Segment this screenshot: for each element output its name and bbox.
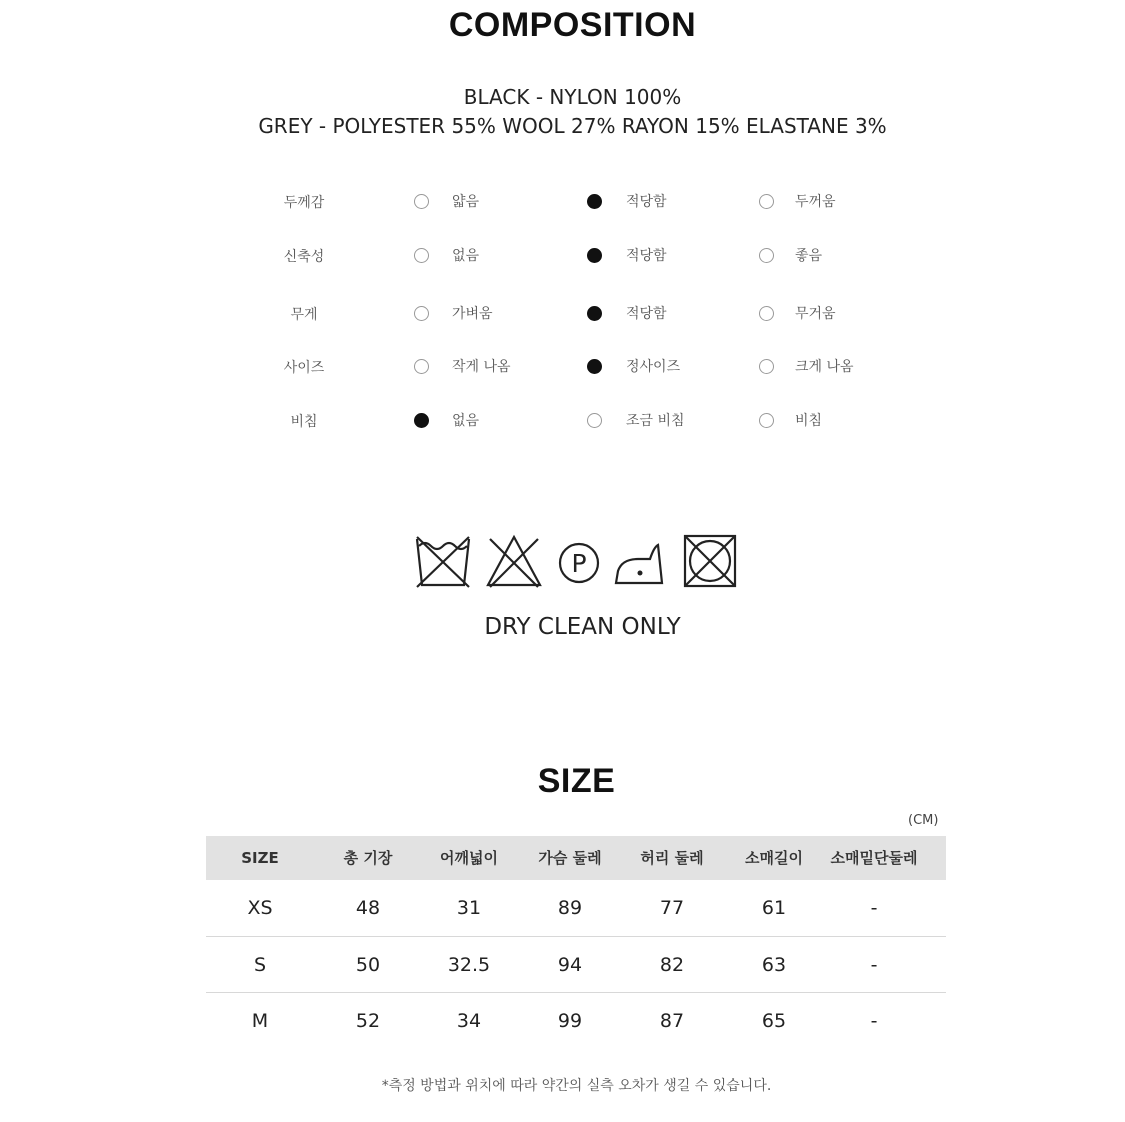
selected-radio-icon [414,413,429,428]
option-label: 얇음 [452,194,480,210]
attribute-row [0,191,1125,215]
dry-clean-p-icon [560,544,598,582]
table-cell: 87 [659,1010,685,1032]
attribute-label: 비침 [290,414,318,430]
column-header: 총 기장 [343,849,393,867]
radio-icon [414,248,429,263]
attribute-row [0,410,1125,434]
option-label: 없음 [452,248,480,264]
column-header: 소매밑단둘레 [830,849,918,867]
table-header-row [206,836,946,880]
radio-icon [414,306,429,321]
do-not-wash-icon [417,537,469,587]
table-cell: 61 [761,897,787,919]
table-cell: 99 [557,1010,583,1032]
composition-title: COMPOSITION [448,6,697,44]
option-label: 적당함 [626,194,667,210]
unit-label: (CM) [908,813,939,828]
low-iron-icon [616,545,662,583]
care-icons [414,533,744,591]
attribute-row [0,245,1125,269]
column-header: SIZE [241,849,279,867]
attribute-label: 두께감 [283,195,325,211]
table-cell: 48 [355,897,381,919]
column-header: 가슴 둘레 [538,849,602,867]
radio-icon [759,306,774,321]
column-header: 소매길이 [745,849,803,867]
svg-text:P: P [571,549,587,578]
option-label: 정사이즈 [626,359,681,375]
radio-icon [759,359,774,374]
table-cell: 34 [456,1010,482,1032]
option-label: 적당함 [626,306,667,322]
table-cell: S [253,954,267,976]
radio-icon [414,194,429,209]
option-label: 무거움 [795,306,836,322]
radio-icon [759,413,774,428]
table-cell: XS [247,897,273,919]
table-cell: 82 [659,954,685,976]
attribute-label: 신축성 [283,249,325,265]
selected-radio-icon [587,306,602,321]
column-header: 허리 둘레 [640,849,704,867]
do-not-bleach-icon [488,537,540,587]
attribute-label: 무게 [290,307,318,323]
table-cell: 31 [456,897,482,919]
option-label: 크게 나옴 [795,359,854,375]
option-label: 가벼움 [452,306,493,322]
radio-icon [414,359,429,374]
table-cell: 63 [761,954,787,976]
table-cell: 50 [355,954,381,976]
table-cell: 89 [557,897,583,919]
option-label: 작게 나옴 [452,359,511,375]
option-label: 좋음 [795,248,823,264]
table-cell: 94 [557,954,583,976]
care-instruction: DRY CLEAN ONLY [484,614,681,640]
attribute-row [0,356,1125,380]
table-cell: 32.5 [447,954,491,976]
table-cell: - [870,1010,878,1032]
size-title: SIZE [537,762,616,800]
table-row [206,880,946,937]
table-cell: - [870,954,878,976]
selected-radio-icon [587,248,602,263]
table-row [206,993,946,1049]
selected-radio-icon [587,194,602,209]
attribute-row [0,303,1125,327]
table-row [206,937,946,993]
table-cell: M [251,1010,269,1032]
radio-icon [759,194,774,209]
column-header: 어깨넓이 [440,849,498,867]
measurement-note: *측정 방법과 위치에 따라 약간의 실측 오차가 생길 수 있습니다. [381,1078,772,1094]
do-not-tumble-dry-icon [685,536,735,586]
radio-icon [759,248,774,263]
selected-radio-icon [587,359,602,374]
attribute-label: 사이즈 [283,360,325,376]
size-table [206,836,946,1049]
option-label: 두꺼움 [795,194,836,210]
option-label: 비침 [795,413,823,429]
radio-icon [587,413,602,428]
table-cell: - [870,897,878,919]
option-label: 조금 비침 [626,413,685,429]
option-label: 적당함 [626,248,667,264]
composition-black: BLACK - NYLON 100% [463,85,682,109]
composition-grey: GREY - POLYESTER 55% WOOL 27% RAYON 15% ELASTANE 3% [258,114,887,138]
table-cell: 52 [355,1010,381,1032]
table-cell: 65 [761,1010,787,1032]
table-cell: 77 [659,897,685,919]
option-label: 없음 [452,413,480,429]
